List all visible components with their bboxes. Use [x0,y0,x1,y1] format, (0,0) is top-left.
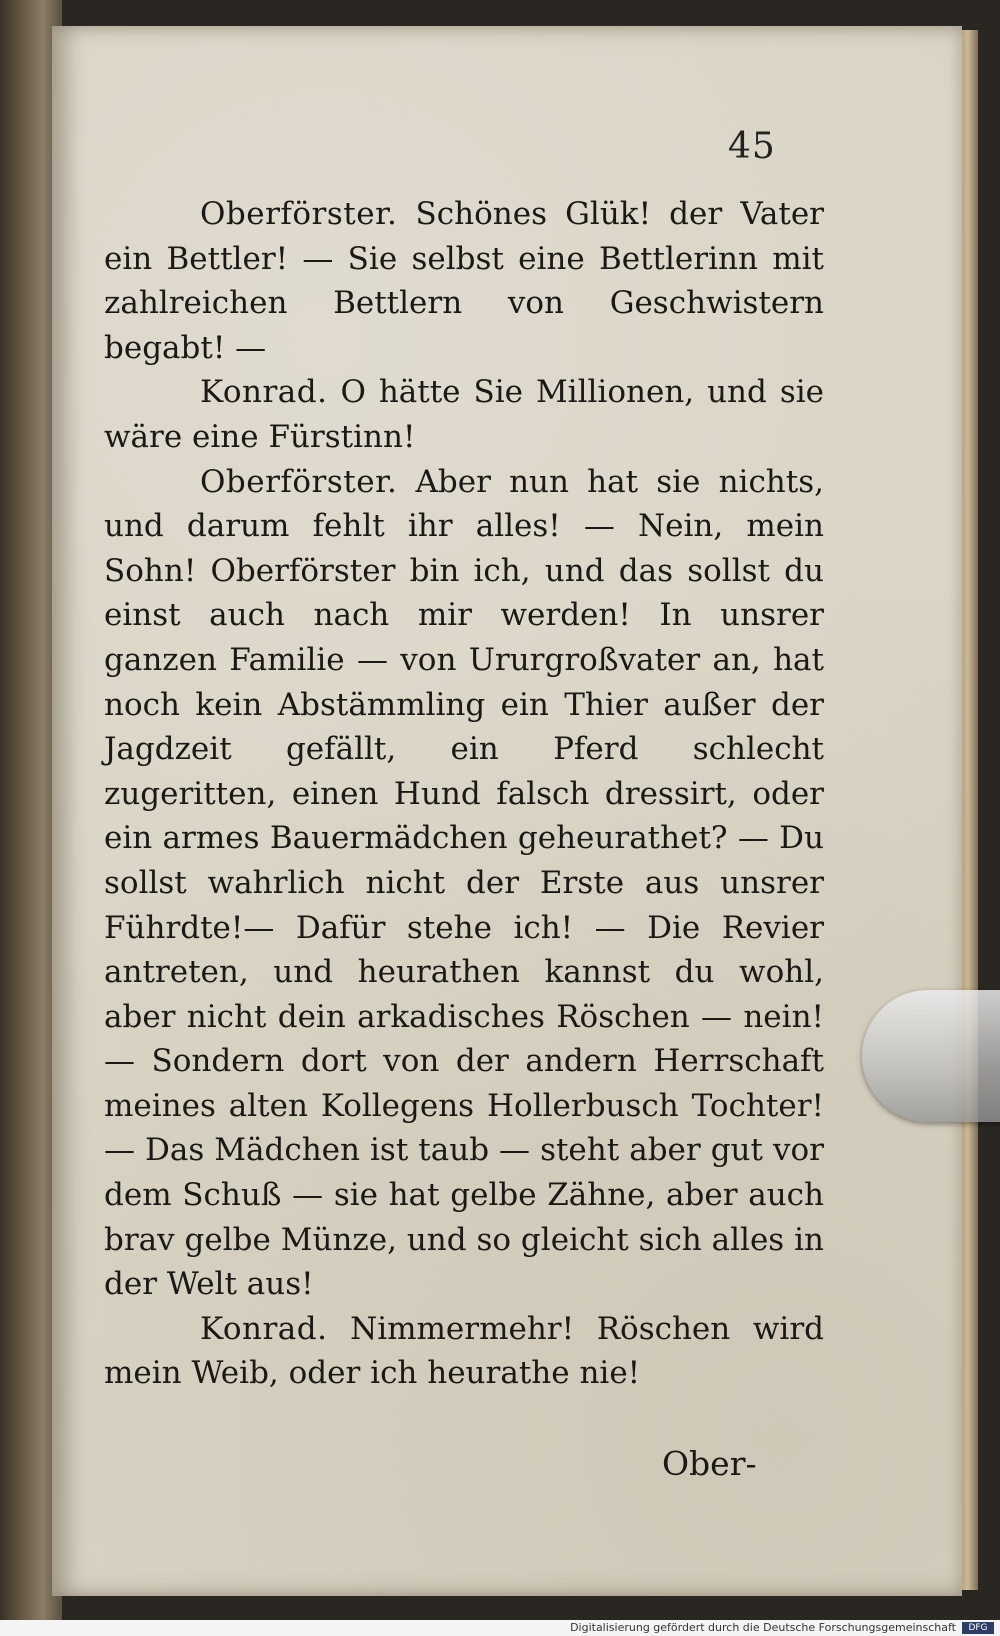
speaker-name: Konrad. [200,1310,328,1347]
footer-credit: Digitalisierung gefördert durch die Deutsche Forschungsgemeinschaft [570,1621,956,1634]
page-number: 45 [728,126,776,167]
page-clip [862,990,1000,1122]
paragraph [104,1307,824,1396]
speech-text: O hätte Sie Millionen, und sie wäre eine Fürstinn! [104,374,824,455]
speech-text: Aber nun hat sie nichts, und darum fehlt ihr alles! — Nein, mein Sohn! Oberförster bin ich, und das sollst du einst auch nach mir werden! In unsrer ganzen Familie — von Ururgroßvater an, hat noch kein Abstämmling ein Thier außer der Jagdzeit gefällt, ein Pferd schlecht zugeritten, einen Hund falsch dressirt, oder ein armes Bauermädchen geheurathet? — Du sollst wahrlich nicht der Erste aus unsrer Führdte!— Dafür stehe ich! — Die Revier antreten, und heurathen kannst du wohl, aber nicht dein arkadisches Röschen — nein! — Sondern dort von der andern Herrschaft meines alten Kollegens Hollerbusch Tochter! — Das Mädchen ist taub — steht aber gut vor dem Schuß — sie hat gelbe Zähne, aber auch brav gelbe Münze, und so gleicht sich alles in der Welt aus! [104,463,824,1303]
speaker-name: Oberförster. [200,196,398,232]
paragraph [104,192,824,370]
page-text [104,192,824,1396]
paragraph [104,370,824,459]
paragraph [104,460,824,1307]
speaker-name: Konrad. [200,374,328,411]
speaker-name: Oberförster. [200,463,398,500]
dfg-logo-icon: DFG [962,1622,994,1634]
speech-text: Schönes Glük! der Vater ein Bettler! — Sie selbst eine Bettlerinn mit zahlreichen Bettlern von Geschwistern begabt! — [104,196,824,366]
speech-text: Nimmermehr! Röschen wird mein Weib, oder ich heurathe nie! [104,1310,824,1392]
catchword: Ober- [662,1444,757,1483]
